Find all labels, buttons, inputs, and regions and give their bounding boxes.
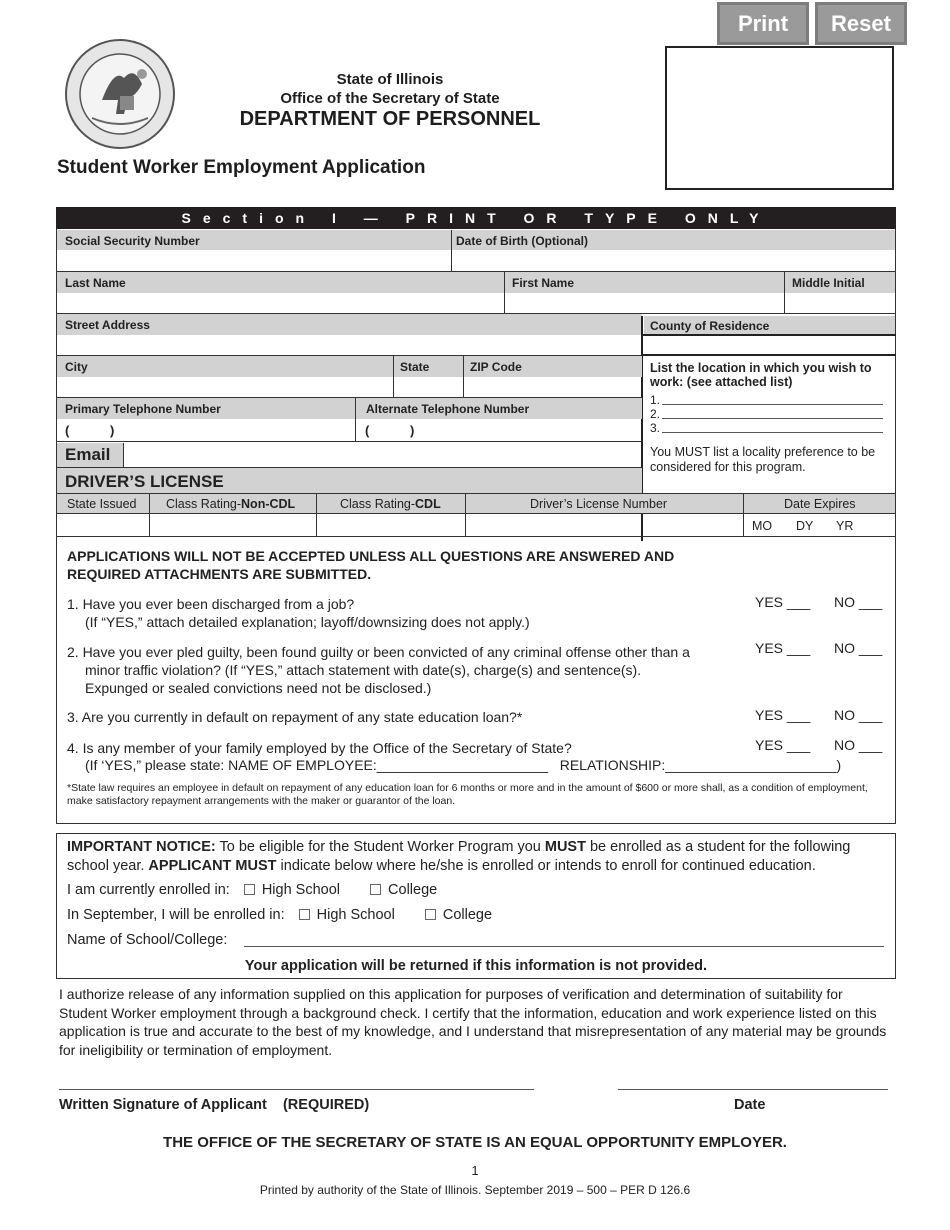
expires-yr-label: YR — [836, 519, 854, 533]
current-high-school-checkbox[interactable] — [244, 884, 255, 895]
question-1-yes[interactable]: YES ___ — [755, 594, 811, 610]
signature-label: Written Signature of Applicant (REQUIRED) — [59, 1097, 370, 1113]
zip-label: ZIP Code — [470, 360, 522, 374]
license-number-input[interactable] — [469, 515, 739, 533]
alt-phone-input[interactable] — [420, 421, 638, 439]
primary-phone-paren-close: ) — [110, 423, 115, 438]
email-input[interactable] — [128, 446, 638, 464]
reset-button[interactable]: Reset — [815, 2, 907, 45]
date-line[interactable] — [618, 1089, 888, 1090]
section-1-title: Section I — PRINT OR TYPE ONLY — [56, 207, 896, 229]
state-input[interactable] — [397, 378, 460, 396]
state-seal-icon — [62, 38, 178, 150]
september-high-school-checkbox[interactable] — [299, 909, 310, 920]
form-title: Student Worker Employment Application — [57, 157, 426, 178]
alt-phone-paren-close: ) — [410, 423, 415, 438]
last-name-input[interactable] — [60, 294, 500, 312]
school-name-input[interactable] — [244, 930, 884, 946]
question-3-yes[interactable]: YES ___ — [755, 707, 811, 723]
location-1-label: 1. — [650, 393, 661, 407]
non-cdl-input[interactable] — [153, 515, 313, 533]
warning-line-1: APPLICATIONS WILL NOT BE ACCEPTED UNLESS ALL QUESTIONS ARE ANSWERED AND — [67, 548, 675, 564]
question-1-no[interactable]: NO ___ — [834, 594, 883, 610]
middle-initial-input[interactable] — [788, 294, 892, 312]
question-2-line-3: Expunged or sealed convictions need not be disclosed.) — [85, 680, 432, 696]
dob-label: Date of Birth (Optional) — [456, 234, 588, 248]
question-2-no[interactable]: NO ___ — [834, 640, 883, 656]
important-notice-text: IMPORTANT NOTICE: To be eligible for the Student Worker Program you MUST be enrolled as a student for the following school year. APPLICANT MUST indicate below where he/she is enrolled or intends to enroll for continued education. — [67, 839, 851, 874]
state-issued-input[interactable] — [60, 515, 146, 533]
question-3-no[interactable]: NO ___ — [834, 707, 883, 723]
location-2-label: 2. — [650, 407, 661, 421]
warning-line-2: REQUIRED ATTACHMENTS ARE SUBMITTED. — [67, 566, 372, 582]
county-input[interactable] — [648, 337, 892, 353]
first-name-input[interactable] — [508, 294, 780, 312]
locality-note: You MUST list a locality preference to be considered for this program. — [650, 445, 876, 474]
photo-box — [665, 46, 894, 190]
school-name-label: Name of School/College: — [67, 932, 228, 948]
september-college-checkbox[interactable] — [425, 909, 436, 920]
question-4-line-2: (If ‘YES,” please state: NAME OF EMPLOYEE:______________________ RELATIONSHIP:______________________) — [85, 757, 842, 773]
authorization-paragraph: I authorize release of any information supplied on this application for purposes of verification and determination of suitability for Student Worker employment through a background check. I certify that the information, education and work experience listed on this application is true and accurate to the best of my knowledge, and I understand that misrepresentation of any material may be grounds for ineligibility or termination of employment. — [59, 986, 887, 1058]
question-1-line-2: (If “YES,” attach detailed explanation; layoff/downsizing does not apply.) — [85, 614, 530, 630]
question-2-line-2: minor traffic violation? (If “YES,” attach statement with date(s), charge(s) and sentence(s). — [85, 662, 642, 678]
ssn-label: Social Security Number — [65, 234, 200, 248]
street-label: Street Address — [65, 318, 150, 332]
header-department: DEPARTMENT OF PERSONNEL — [239, 108, 541, 130]
eeo-statement: THE OFFICE OF THE SECRETARY OF STATE IS AN EQUAL OPPORTUNITY EMPLOYER. — [163, 1134, 787, 1151]
license-number-label: Driver’s License Number — [530, 497, 668, 511]
date-expires-label: Date Expires — [784, 497, 856, 511]
state-issued-label: State Issued — [67, 497, 137, 511]
question-4-line-1: 4. Is any member of your family employed by the Office of the Secretary of State? — [67, 740, 572, 756]
location-heading: List the location in which you wish to work: (see attached list) — [650, 361, 872, 389]
non-cdl-label: Class Rating-Non-CDL — [166, 497, 296, 511]
expires-mo-label: MO — [752, 519, 773, 533]
printed-by: Printed by authority of the State of Illinois. September 2019 – 500 – PER D 126.6 — [259, 1183, 691, 1197]
print-button[interactable]: Print — [717, 2, 809, 45]
question-2-yes[interactable]: YES ___ — [755, 640, 811, 656]
zip-input[interactable] — [467, 378, 637, 396]
september-enrolled-row: In September, I will be enrolled in: High School College — [67, 907, 493, 923]
cdl-input[interactable] — [320, 515, 462, 533]
date-label: Date — [734, 1097, 766, 1113]
question-2-line-1: 2. Have you ever pled guilty, been found guilty or been convicted of any criminal offense other than a — [67, 644, 690, 660]
currently-enrolled-row: I am currently enrolled in: High School College — [67, 882, 438, 898]
alt-phone-paren-open: ( — [365, 423, 370, 438]
dob-input[interactable] — [455, 252, 891, 270]
primary-phone-input[interactable] — [120, 421, 350, 439]
signature-line[interactable] — [59, 1089, 534, 1090]
footnote: *State law requires an employee in default on repayment of any education loan for 6 months or more and in the amount of $600 or more shall, as a condition of employment, make satisfactory repayment arrangements with the maker or guarantor of the loan. — [67, 782, 868, 807]
drivers-license-heading: DRIVER’S LICENSE — [65, 472, 224, 491]
last-name-label: Last Name — [65, 276, 126, 290]
question-4-yes[interactable]: YES ___ — [755, 737, 811, 753]
current-college-checkbox[interactable] — [370, 884, 381, 895]
question-3-line-1: 3. Are you currently in default on repayment of any state education loan?* — [67, 709, 523, 725]
street-input[interactable] — [60, 336, 638, 354]
middle-initial-label: Middle Initial — [792, 276, 865, 290]
ssn-input[interactable] — [60, 252, 448, 270]
city-input[interactable] — [60, 378, 390, 396]
returned-warning: Your application will be returned if this information is not provided. — [244, 958, 708, 974]
location-3-label: 3. — [650, 421, 661, 435]
question-4-no[interactable]: NO ___ — [834, 737, 883, 753]
question-1-line-1: 1. Have you ever been discharged from a job? — [67, 596, 355, 612]
city-label: City — [65, 360, 88, 374]
page-number: 1 — [471, 1163, 479, 1178]
cdl-label: Class Rating-CDL — [340, 497, 441, 511]
header-state: State of Illinois — [336, 71, 444, 88]
alt-phone-label: Alternate Telephone Number — [366, 402, 530, 416]
primary-phone-label: Primary Telephone Number — [65, 402, 221, 416]
primary-phone-paren-open: ( — [65, 423, 70, 438]
county-label: County of Residence — [650, 319, 770, 333]
expires-dy-label: DY — [796, 519, 814, 533]
state-label: State — [400, 360, 430, 374]
first-name-label: First Name — [512, 276, 575, 290]
email-label: Email — [65, 445, 111, 464]
header-office: Office of the Secretary of State — [280, 90, 500, 107]
